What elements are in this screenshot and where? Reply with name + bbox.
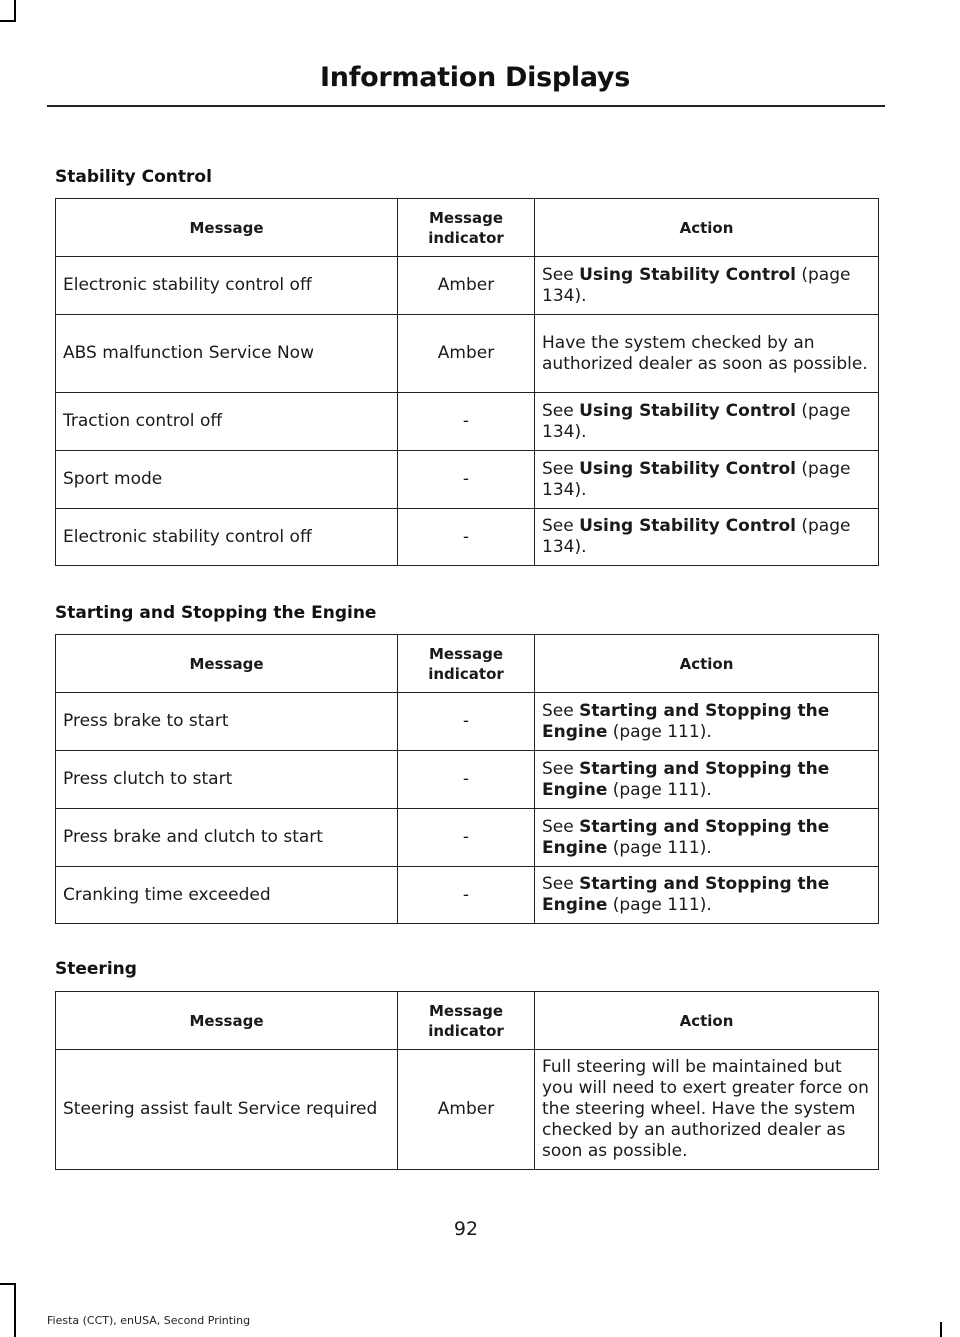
page-number: 92 — [453, 1218, 479, 1240]
message-cell: Press brake and clutch to start — [56, 809, 398, 867]
column-header-action: Action — [535, 199, 879, 257]
action-cell: Full steering will be maintained but you will need to exert greater force on the steering wheel. Have the system checked by an authorized dealer as soon as possible. — [535, 1050, 879, 1170]
action-cell: See Starting and Stopping the Engine (page 111). — [535, 751, 879, 809]
footer-edition: Fiesta (CCT), enUSA, Second Printing — [47, 1314, 251, 1327]
cross-reference-link[interactable]: Using Stability Control — [579, 264, 796, 285]
stability-control-table — [55, 198, 879, 566]
indicator-cell: - — [398, 451, 535, 509]
message-cell: Sport mode — [56, 451, 398, 509]
page-header-title: Information Displays — [320, 62, 630, 93]
action-cell: See Using Stability Control (page 134). — [535, 509, 879, 566]
table-row — [56, 451, 879, 509]
indicator-cell: Amber — [398, 315, 535, 393]
action-cell: See Using Stability Control (page 134). — [535, 451, 879, 509]
indicator-cell: - — [398, 393, 535, 451]
message-cell: Electronic stability control off — [56, 509, 398, 566]
cross-reference-link[interactable]: Starting and Stopping the Engine — [542, 700, 830, 742]
starting-stopping-engine-table — [55, 634, 879, 924]
message-cell: Electronic stability control off — [56, 257, 398, 315]
crop-mark — [0, 20, 16, 22]
action-cell: See Using Stability Control (page 134). — [535, 257, 879, 315]
section-title-starting-stopping-engine: Starting and Stopping the Engine — [55, 603, 377, 623]
message-cell: ABS malfunction Service Now — [56, 315, 398, 393]
action-cell: Have the system checked by an authorized dealer as soon as possible. — [535, 315, 879, 393]
indicator-cell: - — [398, 867, 535, 924]
crop-mark — [14, 0, 16, 22]
table-header-row — [56, 635, 879, 693]
table-row — [56, 509, 879, 566]
table-row — [56, 1050, 879, 1170]
indicator-cell: - — [398, 693, 535, 751]
action-cell: See Starting and Stopping the Engine (page 111). — [535, 809, 879, 867]
table-row — [56, 867, 879, 924]
indicator-cell: - — [398, 809, 535, 867]
section-title-stability-control: Stability Control — [55, 167, 212, 187]
message-cell: Steering assist fault Service required — [56, 1050, 398, 1170]
column-header-message: Message — [56, 635, 398, 693]
column-header-indicator: Message indicator — [398, 992, 535, 1050]
action-cell: See Starting and Stopping the Engine (page 111). — [535, 693, 879, 751]
indicator-cell: Amber — [398, 1050, 535, 1170]
table-row — [56, 257, 879, 315]
indicator-cell: - — [398, 751, 535, 809]
message-cell: Press brake to start — [56, 693, 398, 751]
table-header-row — [56, 199, 879, 257]
table-row — [56, 809, 879, 867]
cross-reference-link[interactable]: Starting and Stopping the Engine — [542, 816, 830, 858]
action-cell: See Using Stability Control (page 134). — [535, 393, 879, 451]
cross-reference-link[interactable]: Starting and Stopping the Engine — [542, 874, 830, 915]
table-row — [56, 393, 879, 451]
indicator-cell: - — [398, 509, 535, 566]
action-cell: See Starting and Stopping the Engine (page 111). — [535, 867, 879, 924]
crop-mark — [0, 1283, 16, 1285]
column-header-indicator: Message indicator — [398, 635, 535, 693]
table-row — [56, 693, 879, 751]
cross-reference-link[interactable]: Starting and Stopping the Engine — [542, 758, 830, 800]
column-header-action: Action — [535, 635, 879, 693]
crop-mark — [14, 1283, 16, 1337]
table-row — [56, 315, 879, 393]
indicator-cell: Amber — [398, 257, 535, 315]
table-header-row — [56, 992, 879, 1050]
message-cell: Cranking time exceeded — [56, 867, 398, 924]
section-title-steering: Steering — [55, 959, 137, 979]
cross-reference-link[interactable]: Using Stability Control — [579, 400, 796, 421]
column-header-message: Message — [56, 199, 398, 257]
column-header-action: Action — [535, 992, 879, 1050]
cross-reference-link[interactable]: Using Stability Control — [579, 458, 796, 479]
column-header-message: Message — [56, 992, 398, 1050]
crop-mark — [940, 1322, 942, 1337]
cross-reference-link[interactable]: Using Stability Control — [579, 516, 796, 536]
header-rule — [47, 105, 885, 107]
steering-table — [55, 991, 879, 1170]
table-row — [56, 751, 879, 809]
message-cell: Traction control off — [56, 393, 398, 451]
message-cell: Press clutch to start — [56, 751, 398, 809]
column-header-indicator: Message indicator — [398, 199, 535, 257]
